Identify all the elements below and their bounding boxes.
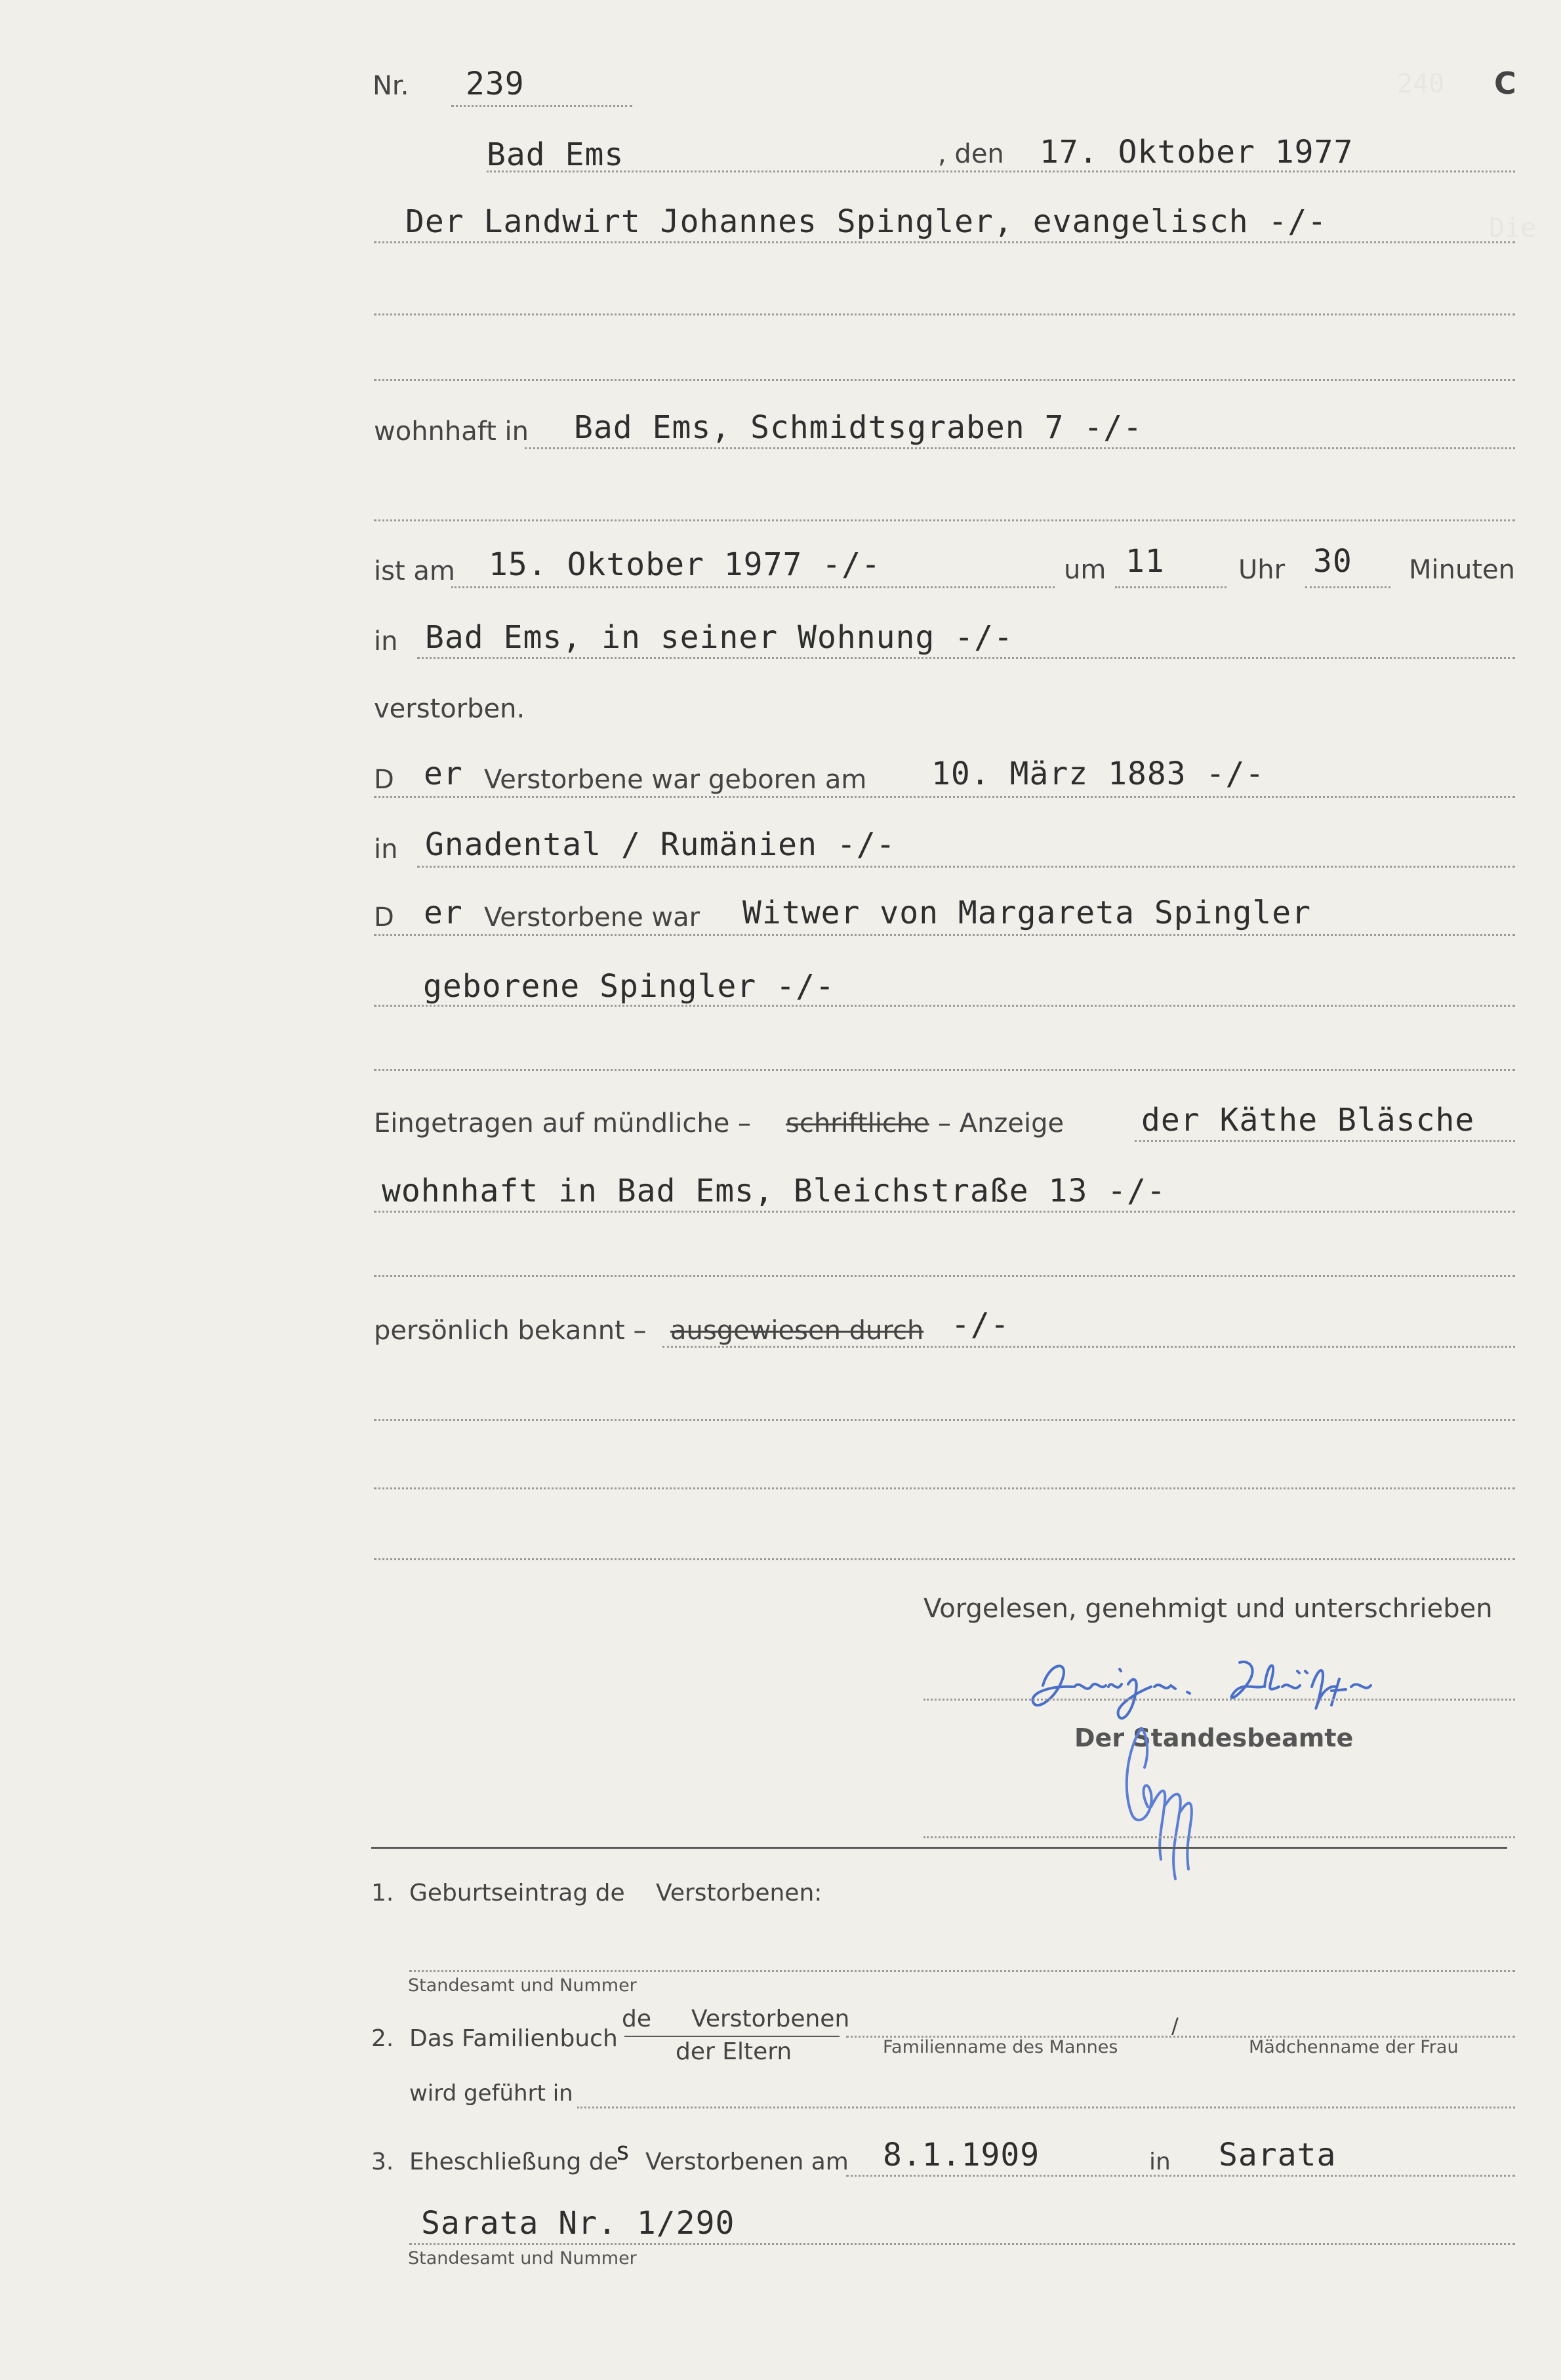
um-label: um	[1064, 555, 1106, 585]
dotted-line	[374, 1005, 1515, 1007]
dotted-line	[487, 171, 1515, 172]
dotted-line	[374, 1487, 1515, 1489]
dotted-line	[417, 866, 1515, 868]
marital-d-label: D	[374, 902, 394, 933]
nr-label: Nr.	[373, 71, 409, 101]
dotted-line	[409, 2243, 1515, 2245]
note3-number: 3.	[371, 2148, 394, 2175]
birth-date: 10. März 1883 -/-	[931, 756, 1265, 792]
note3-caption: Standesamt und Nummer	[408, 2248, 637, 2269]
person-description: Der Landwirt Johannes Spingler, evangelisch -/-	[405, 203, 1328, 240]
dotted-line	[1135, 1140, 1515, 1142]
dotted-line	[1115, 586, 1226, 588]
dotted-line	[525, 447, 1515, 449]
dotted-line	[662, 1346, 1515, 1348]
note3-in-label: in	[1149, 2148, 1171, 2175]
death-hour: 11	[1125, 543, 1165, 580]
place-value: Bad Ems	[487, 136, 624, 173]
note2-option-top: Verstorbenen	[691, 2006, 850, 2032]
dotted-line	[374, 1558, 1515, 1560]
dotted-line	[374, 1275, 1515, 1277]
note3-registry: Sarata Nr. 1/290	[421, 2205, 735, 2242]
dotted-line	[417, 657, 1515, 659]
dotted-line	[374, 313, 1515, 315]
note2-number: 2.	[371, 2025, 394, 2052]
residence-label: wohnhaft in	[374, 416, 529, 447]
dotted-line	[374, 1211, 1515, 1213]
officer-signature	[1102, 1715, 1220, 1886]
marital-line1: Witwer von Margareta Spingler	[742, 895, 1312, 931]
informant-name: der Käthe Bläsche	[1141, 1102, 1475, 1139]
birth-d-label: D	[374, 765, 394, 795]
dotted-line	[923, 1836, 1515, 1838]
note1-label: Geburtseintrag de	[409, 1880, 625, 1906]
officer-title: Der Standesbeamte	[1074, 1724, 1354, 1752]
dotted-line	[923, 1699, 1515, 1701]
birth-place: Gnadental / Rumänien -/-	[425, 826, 896, 863]
verstorben-label: verstorben.	[374, 694, 525, 724]
bleed-through: 240	[1397, 69, 1445, 99]
dotted-line	[451, 105, 632, 107]
note3-date: 8.1.1909	[883, 2137, 1040, 2173]
dotted-line	[374, 1419, 1515, 1421]
informant-address: wohnhaft in Bad Ems, Bleichstraße 13 -/-	[382, 1173, 1166, 1209]
registration-label-end: – Anzeige	[938, 1108, 1064, 1139]
note2-option-bottom: der Eltern	[676, 2038, 792, 2065]
note1-number: 1.	[371, 1880, 394, 1906]
note2-slash: /	[1171, 2013, 1179, 2038]
bleed-through: Die	[1489, 213, 1537, 243]
note3-place: Sarata	[1219, 2137, 1337, 2173]
note2-caption-wife: Mädchenname der Frau	[1249, 2037, 1459, 2057]
closing-statement: Vorgelesen, genehmigt und unterschrieben	[923, 1594, 1493, 1624]
birth-gender-suffix: er	[424, 756, 463, 792]
dotted-line	[374, 241, 1515, 243]
note3-suffix: s	[615, 2137, 631, 2166]
identification-value: -/-	[951, 1306, 1010, 1343]
dotted-line	[451, 586, 1055, 588]
date-value: 17. Oktober 1977	[1040, 134, 1354, 171]
note2-caption-husband: Familienname des Mannes	[883, 2037, 1118, 2057]
death-date: 15. Oktober 1977 -/-	[489, 546, 881, 583]
dotted-line	[846, 2175, 1515, 2177]
marital-label: Verstorbene war	[484, 902, 700, 933]
uhr-label: Uhr	[1238, 555, 1286, 585]
marital-gender-suffix: er	[424, 895, 463, 931]
fraction-line	[624, 2036, 840, 2037]
note1-subject: Verstorbenen:	[656, 1880, 822, 1906]
death-minutes: 30	[1313, 543, 1352, 580]
identification-label: persönlich bekannt –	[374, 1316, 647, 1346]
residence-value: Bad Ems, Schmidtsgraben 7 -/-	[574, 409, 1143, 446]
note2-label-bottom: wird geführt in	[409, 2080, 573, 2107]
marital-line2: geborene Spingler -/-	[423, 968, 835, 1005]
dotted-line	[577, 2107, 1515, 2108]
birth-in-label: in	[374, 834, 398, 864]
dotted-line	[1305, 586, 1390, 588]
minuten-label: Minuten	[1409, 555, 1515, 585]
registration-label-struck: schriftliche	[786, 1108, 929, 1139]
note3-label: Eheschließung de	[409, 2148, 618, 2175]
identification-struck: ausgewiesen durch	[670, 1316, 924, 1346]
registration-label-start: Eingetragen auf mündliche –	[374, 1108, 752, 1139]
note3-label-end: Verstorbenen am	[645, 2148, 849, 2175]
dotted-line	[374, 1069, 1515, 1071]
note2-label: Das Familienbuch	[409, 2025, 618, 2052]
den-label: , den	[938, 139, 1004, 169]
birth-label: Verstorbene war geboren am	[484, 765, 867, 795]
death-place: Bad Ems, in seiner Wohnung -/-	[425, 619, 1013, 656]
nr-value: 239	[466, 66, 525, 102]
dotted-line	[374, 796, 1515, 798]
corner-letter: C	[1494, 66, 1516, 101]
informant-signature	[1023, 1640, 1469, 1731]
dotted-line	[374, 519, 1515, 521]
dotted-line	[374, 934, 1515, 936]
note1-caption: Standesamt und Nummer	[408, 1975, 637, 1996]
dotted-line	[409, 1970, 1515, 1972]
death-in-label: in	[374, 626, 398, 656]
ist-am-label: ist am	[374, 556, 455, 586]
section-divider	[371, 1847, 1507, 1849]
dotted-line	[374, 379, 1515, 381]
note2-de-label: de	[622, 2006, 651, 2032]
